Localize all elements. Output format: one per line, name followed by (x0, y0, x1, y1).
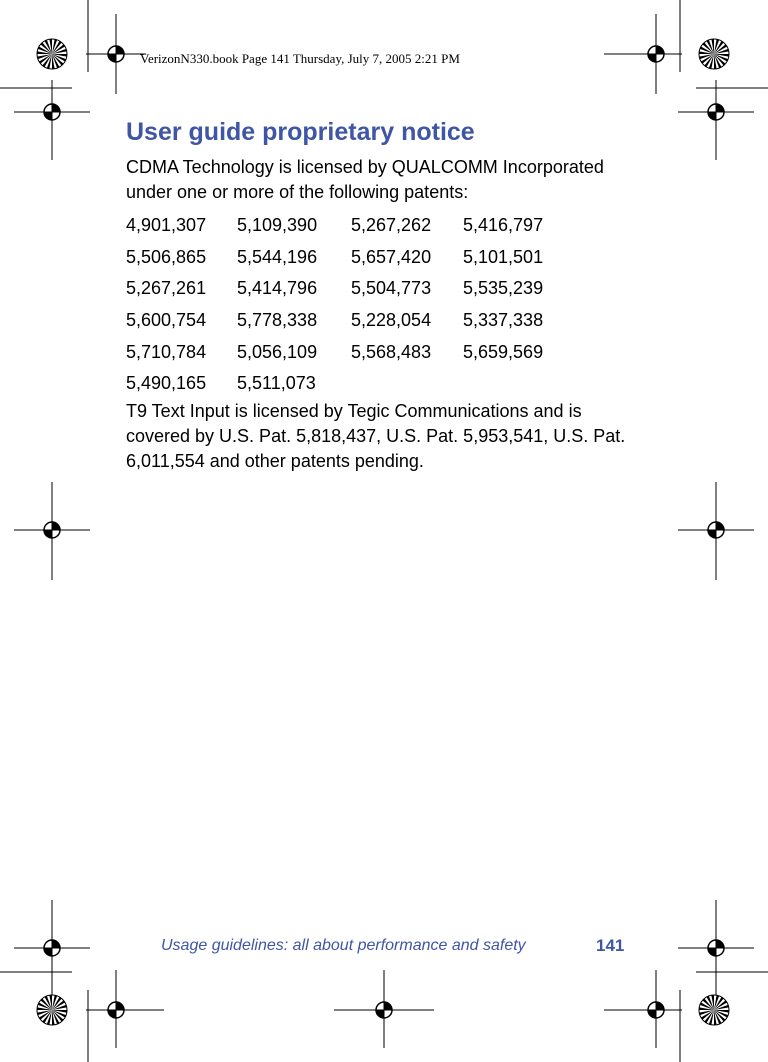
patent-number: 5,600,754 (126, 310, 207, 331)
patent-number: 4,901,307 (126, 215, 207, 236)
patent-number: 5,416,797 (463, 215, 544, 236)
registration-target-top-2 (604, 14, 682, 94)
star-target-top-right (699, 39, 729, 69)
registration-target-bottom-2 (334, 970, 434, 1048)
patent-number: 5,337,338 (463, 310, 544, 331)
patent-number: 5,511,073 (237, 373, 316, 394)
patent-number: 5,414,796 (237, 278, 318, 299)
print-info-header: VerizonN330.book Page 141 Thursday, July 7, 2005 2:21 PM (140, 51, 460, 66)
patent-number: 5,657,420 (351, 246, 432, 267)
registration-target-left-3 (14, 900, 90, 996)
page-number: 141 (596, 936, 625, 955)
patent-number: 5,568,483 (351, 341, 432, 362)
patent-number: 5,544,196 (237, 246, 318, 267)
patent-number: 5,109,390 (237, 215, 318, 236)
patent-row (126, 210, 563, 242)
patent-row (126, 273, 563, 305)
registration-target-bottom-3 (604, 970, 682, 1048)
registration-target-left-1 (14, 80, 90, 160)
patent-number: 5,535,239 (463, 278, 544, 299)
patent-table (126, 210, 563, 400)
patent-number: 5,778,338 (237, 310, 318, 331)
t9-license-paragraph: T9 Text Input is licensed by Tegic Communications and is covered by U.S. Pat. 5,818,437, U.S. Pat. 5,953,541, U.S. Pat. 6,011,554 and other patents pending. (126, 401, 626, 471)
patent-row (126, 368, 563, 400)
cdma-license-paragraph: CDMA Technology is licensed by QUALCOMM Incorporated under one or more of the following patents: (126, 157, 604, 202)
patent-number: 5,659,569 (463, 341, 544, 362)
patent-row (126, 305, 563, 337)
patent-number: 5,056,109 (237, 341, 318, 362)
patent-number: 5,504,773 (351, 278, 432, 299)
patent-row (126, 336, 563, 368)
registration-target-left-2 (14, 482, 90, 580)
page-title: User guide proprietary notice (126, 118, 475, 146)
star-target-top-left (37, 39, 67, 69)
registration-target-right-2 (678, 482, 754, 580)
patent-number: 5,228,054 (351, 310, 432, 331)
registration-target-right-1 (678, 80, 754, 160)
registration-target-bottom-1 (86, 970, 164, 1048)
patent-number: 5,101,501 (463, 246, 544, 267)
footer-section-title: Usage guidelines: all about performance and safety (161, 937, 526, 954)
registration-target-top-1 (86, 14, 146, 94)
star-target-bottom-left (37, 995, 67, 1025)
patent-number: 5,490,165 (126, 373, 207, 394)
patent-number: 5,710,784 (126, 341, 207, 362)
star-target-bottom-right (699, 995, 729, 1025)
patent-number: 5,506,865 (126, 246, 207, 267)
patent-number: 5,267,261 (126, 278, 207, 299)
patent-row (126, 242, 563, 274)
registration-target-right-3 (678, 900, 754, 996)
patent-number: 5,267,262 (351, 215, 432, 236)
